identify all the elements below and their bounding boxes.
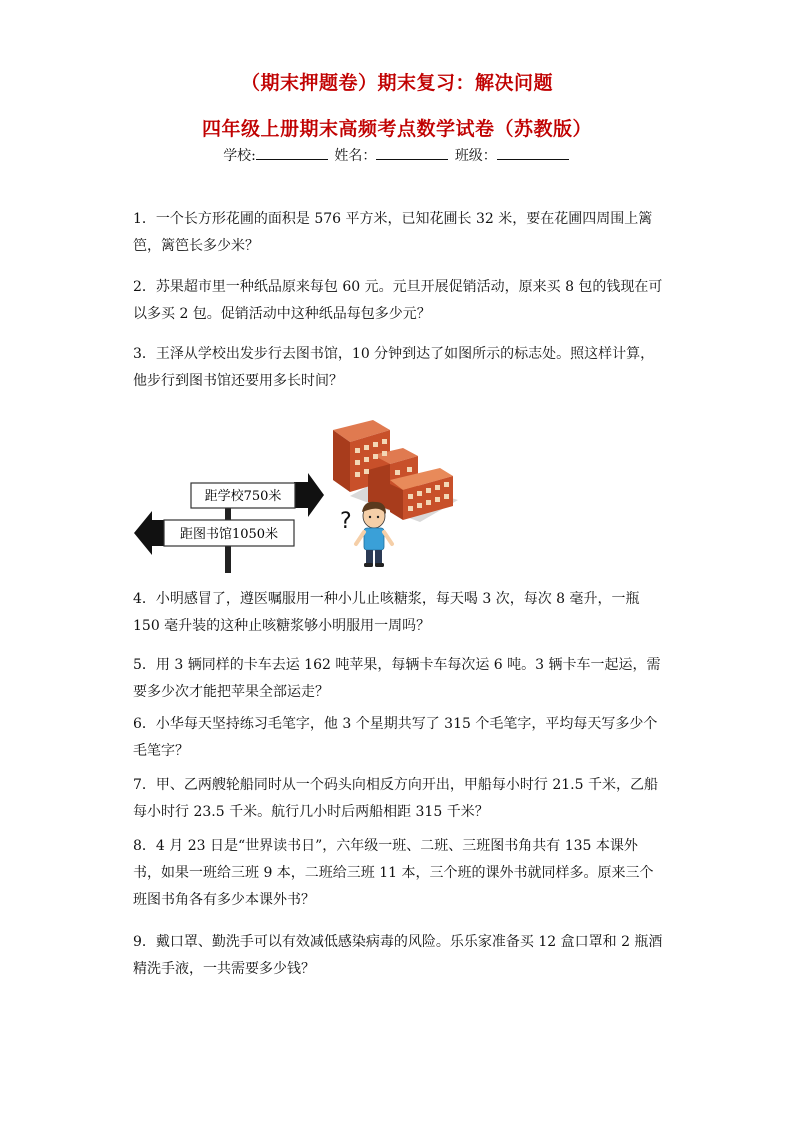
question-7: 7．甲、乙两艘轮船同时从一个码头向相反方向开出，甲船每小时行 21.5 千米，乙船每小时行 23.5 千米。航行几小时后两船相距 315 千米？ [133,777,658,820]
title-line-2: 四年级上册期末高频考点数学试卷（苏教版） [201,118,592,140]
title-line-1: （期末押题卷）期末复习：解决问题 [240,72,553,94]
school-label: 学校: [223,148,256,164]
class-label: 班级： [454,148,497,164]
question-3-figure [128,410,468,575]
library-building-icon [333,420,458,522]
question-2: 2．苏果超市里一种纸品原来每包 60 元。元旦开展促销活动，原来买 8 包的钱现在可以多买 2 包。促销活动中这种纸品每包多少元？ [133,279,663,322]
name-blank[interactable] [376,145,448,160]
question-mark: ? [340,509,352,534]
sign-library-text: 距图书馆1050米 [179,527,279,542]
question-1: 1．一个长方形花圃的面积是 576 平方米，已知花圃长 32 米，要在花圃四周围上篱笆，篱笆长多少米？ [133,211,653,254]
student-info-row [0,145,794,165]
name-label: 姓名： [334,148,377,164]
boy-icon [356,502,392,567]
arrow-right-icon [294,473,324,517]
question-6: 6．小华每天坚持练习毛笔字，他 3 个星期共写了 315 个毛笔字，平均每天写多少个毛笔字？ [133,716,658,759]
question-9: 9．戴口罩、勤洗手可以有效减低感染病毒的风险。乐乐家准备买 12 盒口罩和 2 瓶酒精洗手液，一共需要多少钱？ [133,934,663,977]
sign-school-text: 距学校750米 [204,489,282,504]
arrow-left-icon [134,511,165,555]
class-blank[interactable] [497,145,569,160]
question-8: 8．4 月 23 日是“世界读书日”，六年级一班、二班、三班图书角共有 135 本课外书，如果一班给三班 9 本，二班给三班 11 本，三个班的课外书就同样多。原来三个班图书角各有多少本课外书？ [133,838,654,908]
school-blank[interactable] [256,145,328,160]
question-3: 3．王泽从学校出发步行去图书馆，10 分钟到达了如图所示的标志处。照这样计算，他步行到图书馆还要用多长时间？ [133,346,655,389]
question-4: 4．小明感冒了，遵医嘱服用一种小儿止咳糖浆，每天喝 3 次，每次 8 毫升，一瓶 150 毫升装的这种止咳糖浆够小明服用一周吗？ [133,591,640,634]
question-5: 5．用 3 辆同样的卡车去运 162 吨苹果，每辆卡车每次运 6 吨。3 辆卡车一起运，需要多少次才能把苹果全部运走？ [133,657,661,700]
